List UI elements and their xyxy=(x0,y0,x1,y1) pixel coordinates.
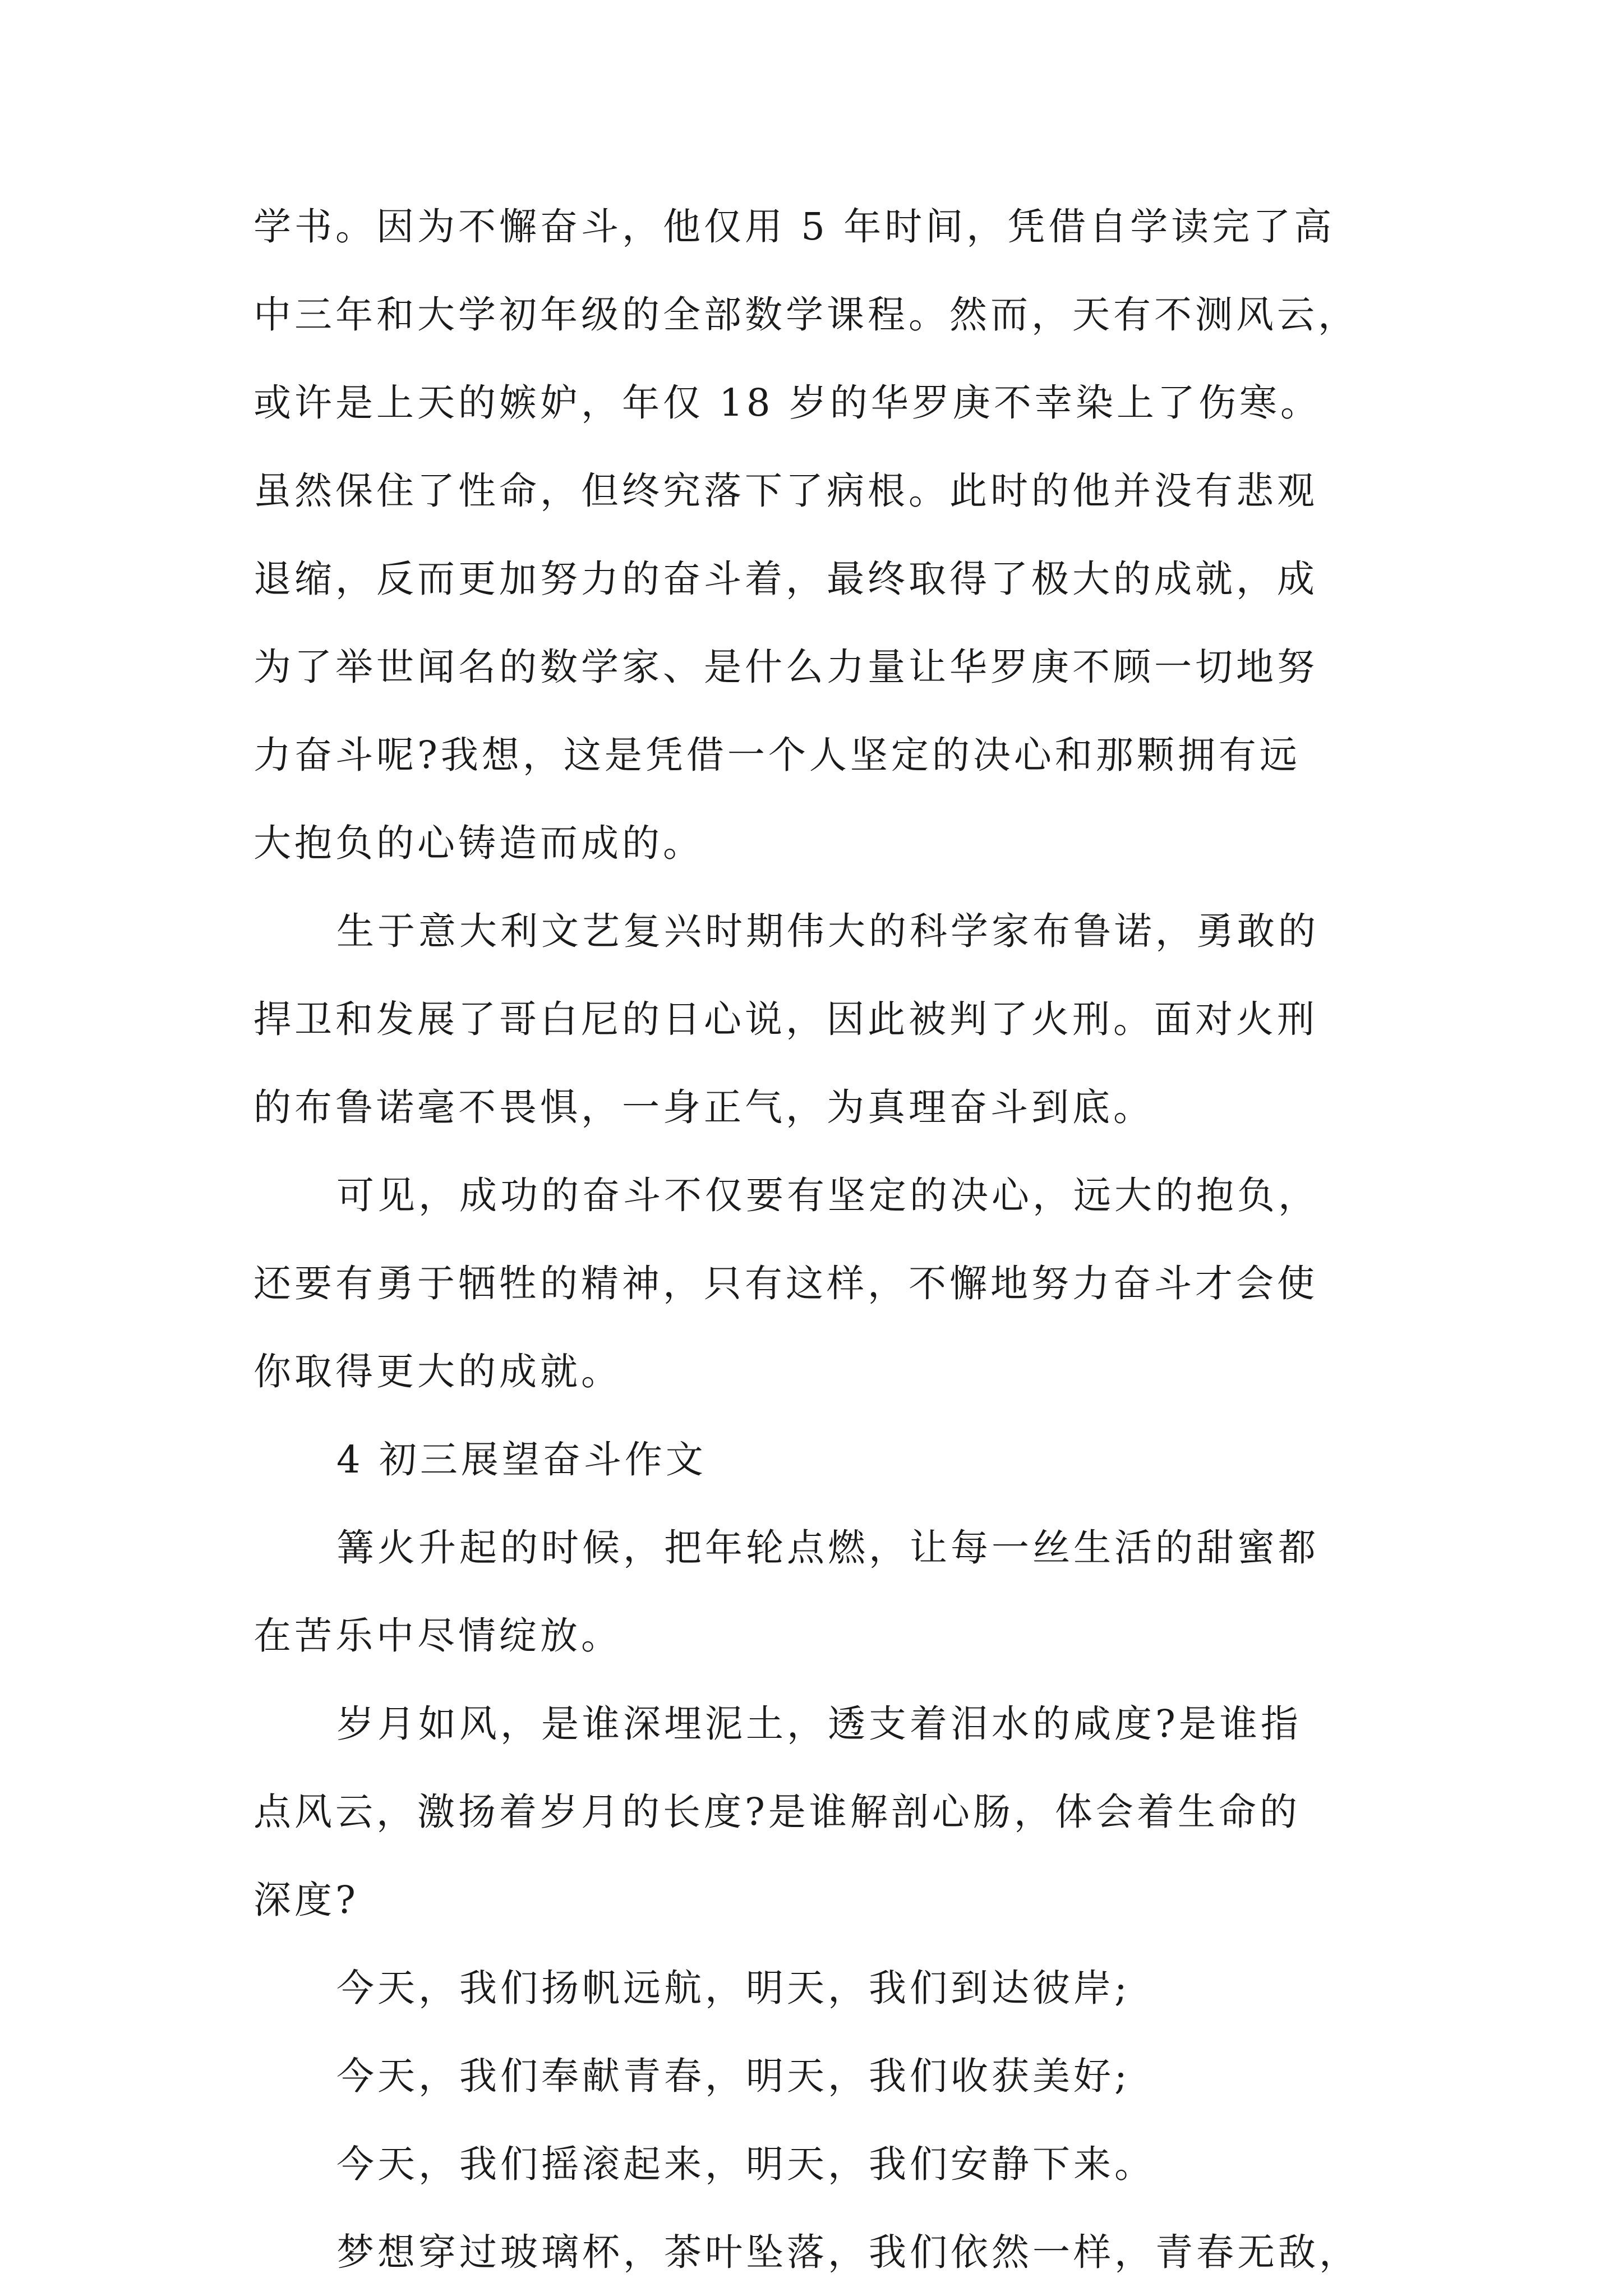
paragraph-line: 今天，我们摇滚起来，明天，我们安静下来。 xyxy=(336,2142,1155,2186)
paragraph-line: 捍卫和发展了哥白尼的日心说，因此被判了火刑。面对火刑 xyxy=(253,997,1318,1041)
paragraph-line: 今天，我们奉献青春，明天，我们收获美好; xyxy=(336,2054,1131,2098)
paragraph-line: 今天，我们扬帆远航，明天，我们到达彼岸; xyxy=(336,1966,1131,2010)
paragraph-line: 虽然保住了性命，但终究落下了病根。此时的他并没有悲观 xyxy=(253,469,1318,513)
paragraph-line: 生于意大利文艺复兴时期伟大的科学家布鲁诺，勇敢的 xyxy=(336,909,1319,953)
paragraph-line: 还要有勇于牺牲的精神，只有这样，不懈地努力奋斗才会使 xyxy=(253,1262,1318,1305)
paragraph-line: 学书。因为不懈奋斗，他仅用 5 年时间，凭借自学读完了高 xyxy=(253,205,1335,249)
paragraph-line: 为了举世闻名的数学家、是什么力量让华罗庚不顾一切地努 xyxy=(253,645,1318,689)
paragraph-line: 或许是上天的嫉妒，年仅 18 岁的华罗庚不幸染上了伤寒。 xyxy=(253,381,1321,425)
paragraph-line: 岁月如风，是谁深埋泥土，透支着泪水的咸度?是谁指 xyxy=(336,1702,1302,1746)
paragraph-line: 篝火升起的时候，把年轮点燃，让每一丝生活的甜蜜都 xyxy=(336,1526,1319,1570)
section-heading: 4 初三展望奋斗作文 xyxy=(336,1438,707,1481)
paragraph-line: 中三年和大学初年级的全部数学课程。然而，天有不测风云， xyxy=(253,293,1359,337)
paragraph-line: 点风云，激扬着岁月的长度?是谁解剖心肠，体会着生命的 xyxy=(253,1790,1301,1834)
paragraph-line: 可见，成功的奋斗不仅要有坚定的决心，远大的抱负， xyxy=(336,1174,1319,1217)
paragraph-line: 你取得更大的成就。 xyxy=(253,1350,622,1393)
paragraph-line: 的布鲁诺毫不畏惧，一身正气，为真理奋斗到底。 xyxy=(253,1085,1154,1129)
paragraph-line: 在苦乐中尽情绽放。 xyxy=(253,1614,622,1658)
paragraph-line: 大抱负的心铸造而成的。 xyxy=(253,821,704,865)
paragraph-line: 深度? xyxy=(253,1878,359,1922)
paragraph-line: 梦想穿过玻璃杯，茶叶坠落，我们依然一样，青春无敌， xyxy=(336,2230,1360,2274)
paragraph-line: 退缩，反而更加努力的奋斗着，最终取得了极大的成就，成 xyxy=(253,557,1318,601)
paragraph-line: 力奋斗呢?我想，这是凭借一个人坚定的决心和那颗拥有远 xyxy=(253,733,1301,777)
